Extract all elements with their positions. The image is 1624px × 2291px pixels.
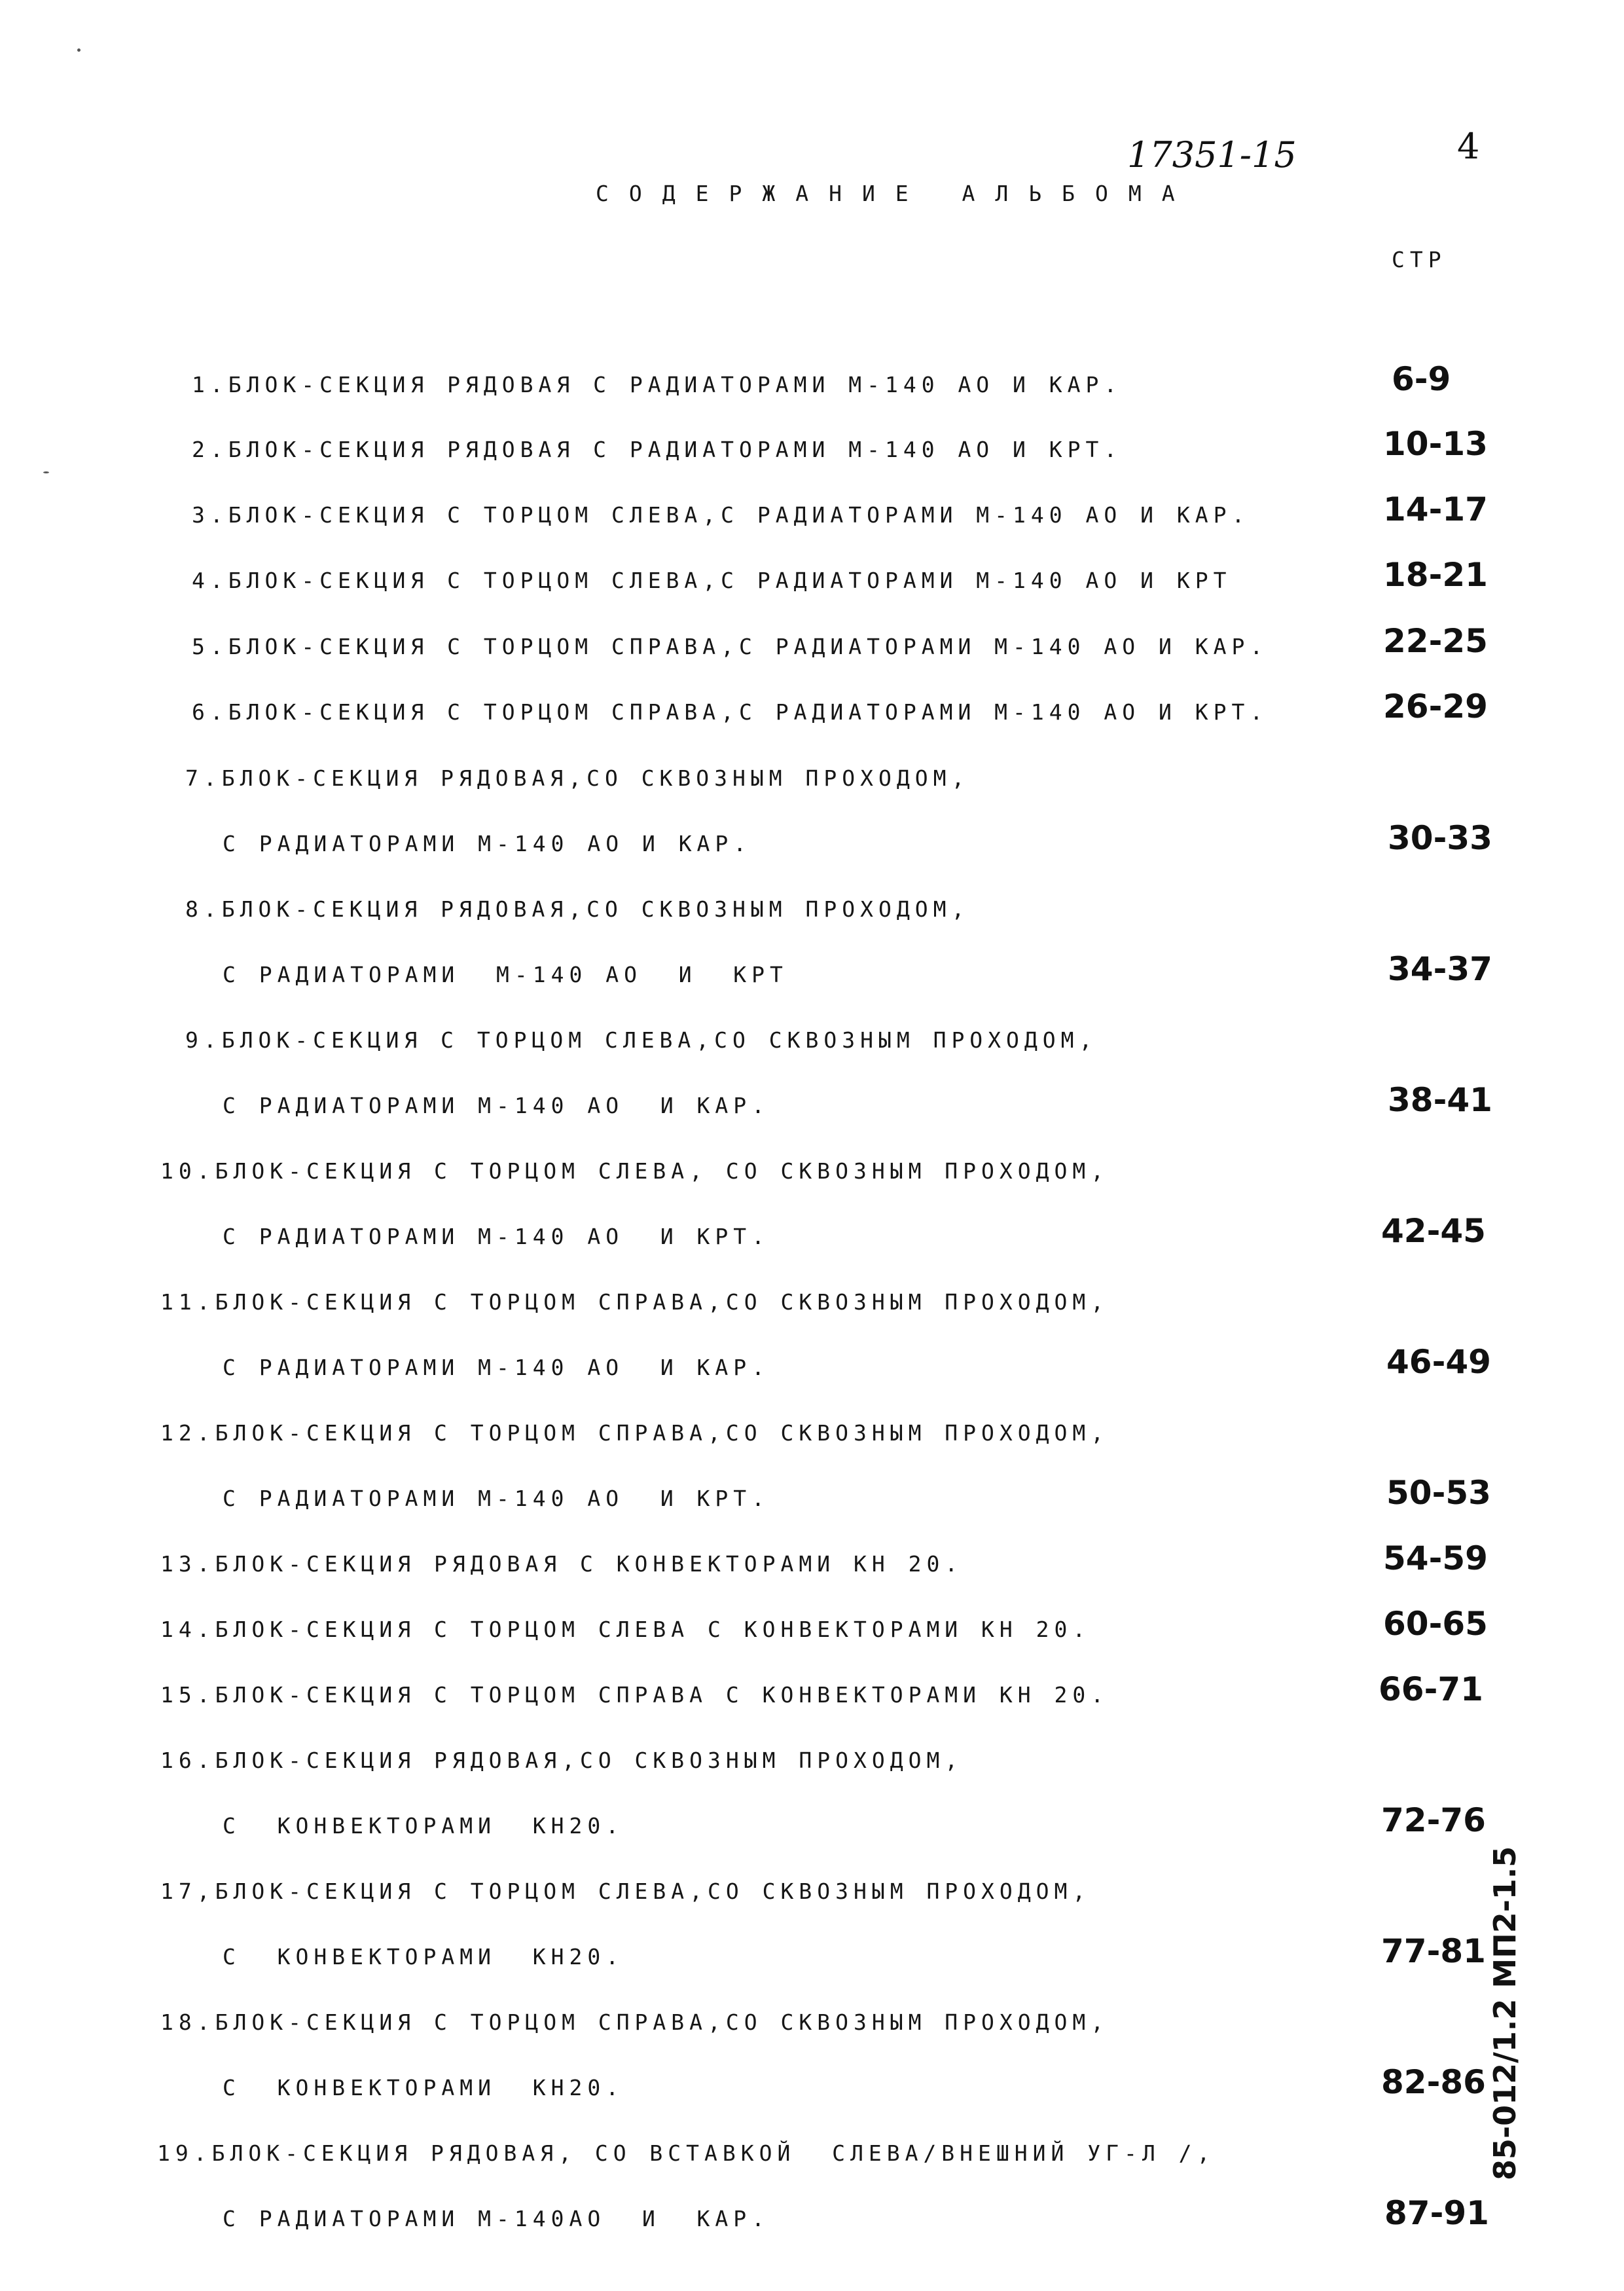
toc-entry-pages: 38-41 [1388,1081,1492,1119]
toc-entry-pages: 22-25 [1383,622,1488,660]
toc-entry-continuation: С КОНВЕКТОРАМИ КН20. [223,1944,624,1970]
toc-entry-pages: 72-76 [1381,1801,1486,1839]
toc-entry-pages: 60-65 [1383,1605,1488,1643]
toc-entry-pages: 14-17 [1383,490,1488,528]
toc-entry-pages: 30-33 [1388,819,1492,857]
toc-entry-pages: 10-13 [1383,425,1488,463]
toc-entry-pages: 82-86 [1381,2063,1486,2101]
toc-entry-pages: 34-37 [1388,950,1492,988]
toc-entry-continuation: С КОНВЕКТОРАМИ КН20. [223,1813,624,1839]
toc-entry-pages: 42-45 [1381,1212,1486,1250]
toc-entry-title: 3.БЛОК-СЕКЦИЯ С ТОРЦОМ СЛЕВА,С РАДИАТОРАМИ М-140 АО И КАР. [192,502,1250,528]
side-stamp: 85-012/1.2 МП2-1.5 [1487,1846,1523,2180]
toc-entry-title: 5.БЛОК-СЕКЦИЯ С ТОРЦОМ СПРАВА,С РАДИАТОРАМИ М-140 АО И КАР. [192,634,1269,659]
toc-entry-continuation: С РАДИАТОРАМИ М-140 АО И КРТ. [223,1224,770,1249]
toc-entry-title: 10.БЛОК-СЕКЦИЯ С ТОРЦОМ СЛЕВА, СО СКВОЗНЫМ ПРОХОДОМ, [160,1158,1110,1184]
toc-entry-pages: 87-91 [1384,2194,1489,2232]
toc-entry-continuation: С РАДИАТОРАМИ М-140 АО И КАР. [223,831,752,856]
page-column-label: СТР [1392,247,1447,272]
scan-speck [77,48,81,52]
toc-entry-pages: 26-29 [1383,687,1488,725]
toc-entry-pages: 77-81 [1381,1932,1486,1970]
toc-entry-continuation: С РАДИАТОРАМИ М-140 АО И КАР. [223,1093,770,1118]
toc-entry-pages: 50-53 [1386,1474,1491,1512]
scan-speck [43,471,49,473]
toc-entry-title: 13.БЛОК-СЕКЦИЯ РЯДОВАЯ С КОНВЕКТОРАМИ КН 20. [160,1551,964,1577]
toc-entry-pages: 18-21 [1383,556,1488,594]
toc-entry-title: 6.БЛОК-СЕКЦИЯ С ТОРЦОМ СПРАВА,С РАДИАТОРАМИ М-140 АО И КРТ. [192,699,1269,725]
toc-entry-title: 8.БЛОК-СЕКЦИЯ РЯДОВАЯ,СО СКВОЗНЫМ ПРОХОДОМ, [185,896,970,922]
toc-entry-title: 4.БЛОК-СЕКЦИЯ С ТОРЦОМ СЛЕВА,С РАДИАТОРАМИ М-140 АО И КРТ [192,568,1232,593]
toc-entry-title: 11.БЛОК-СЕКЦИЯ С ТОРЦОМ СПРАВА,СО СКВОЗНЫМ ПРОХОДОМ, [160,1289,1110,1315]
toc-entry-title: 14.БЛОК-СЕКЦИЯ С ТОРЦОМ СЛЕВА С КОНВЕКТОРАМИ КН 20. [160,1617,1091,1642]
toc-entry-continuation: С РАДИАТОРАМИ М-140 АО И КРТ. [223,1486,770,1511]
toc-entry-title: 1.БЛОК-СЕКЦИЯ РЯДОВАЯ С РАДИАТОРАМИ М-140 АО И КАР. [192,372,1123,397]
sheet-number: 4 [1457,126,1480,167]
toc-entry-pages: 6-9 [1392,360,1451,398]
toc-entry-continuation: С РАДИАТОРАМИ М-140АО И КАР. [223,2206,770,2231]
toc-entry-pages: 66-71 [1379,1670,1483,1708]
document-number: 17351-15 [1127,134,1297,175]
toc-entry-title: 15.БЛОК-СЕКЦИЯ С ТОРЦОМ СПРАВА С КОНВЕКТОРАМИ КН 20. [160,1682,1110,1708]
toc-entry-continuation: С КОНВЕКТОРАМИ КН20. [223,2075,624,2100]
page-title: СОДЕРЖАНИЕ АЛЬБОМА [596,181,1195,206]
toc-entry-pages: 46-49 [1386,1343,1491,1381]
toc-entry-title: 12.БЛОК-СЕКЦИЯ С ТОРЦОМ СПРАВА,СО СКВОЗНЫМ ПРОХОДОМ, [160,1420,1110,1446]
toc-entry-title: 9.БЛОК-СЕКЦИЯ С ТОРЦОМ СЛЕВА,СО СКВОЗНЫМ ПРОХОДОМ, [185,1027,1098,1053]
toc-entry-title: 2.БЛОК-СЕКЦИЯ РЯДОВАЯ С РАДИАТОРАМИ М-140 АО И КРТ. [192,437,1123,462]
toc-entry-title: 19.БЛОК-СЕКЦИЯ РЯДОВАЯ, СО ВСТАВКОЙ СЛЕВА/ВНЕШНИЙ УГ-Л /, [157,2140,1216,2166]
toc-entry-title: 16.БЛОК-СЕКЦИЯ РЯДОВАЯ,СО СКВОЗНЫМ ПРОХОДОМ, [160,1748,964,1773]
toc-entry-pages: 54-59 [1383,1539,1488,1577]
toc-entry-continuation: С РАДИАТОРАМИ М-140 АО И КАР. [223,1355,770,1380]
toc-entry-continuation: С РАДИАТОРАМИ М-140 АО И КРТ [223,962,788,987]
toc-entry-title: 7.БЛОК-СЕКЦИЯ РЯДОВАЯ,СО СКВОЗНЫМ ПРОХОДОМ, [185,765,970,791]
toc-entry-title: 17,БЛОК-СЕКЦИЯ С ТОРЦОМ СЛЕВА,СО СКВОЗНЫМ ПРОХОДОМ, [160,1879,1091,1904]
toc-entry-title: 18.БЛОК-СЕКЦИЯ С ТОРЦОМ СПРАВА,СО СКВОЗНЫМ ПРОХОДОМ, [160,2009,1110,2035]
